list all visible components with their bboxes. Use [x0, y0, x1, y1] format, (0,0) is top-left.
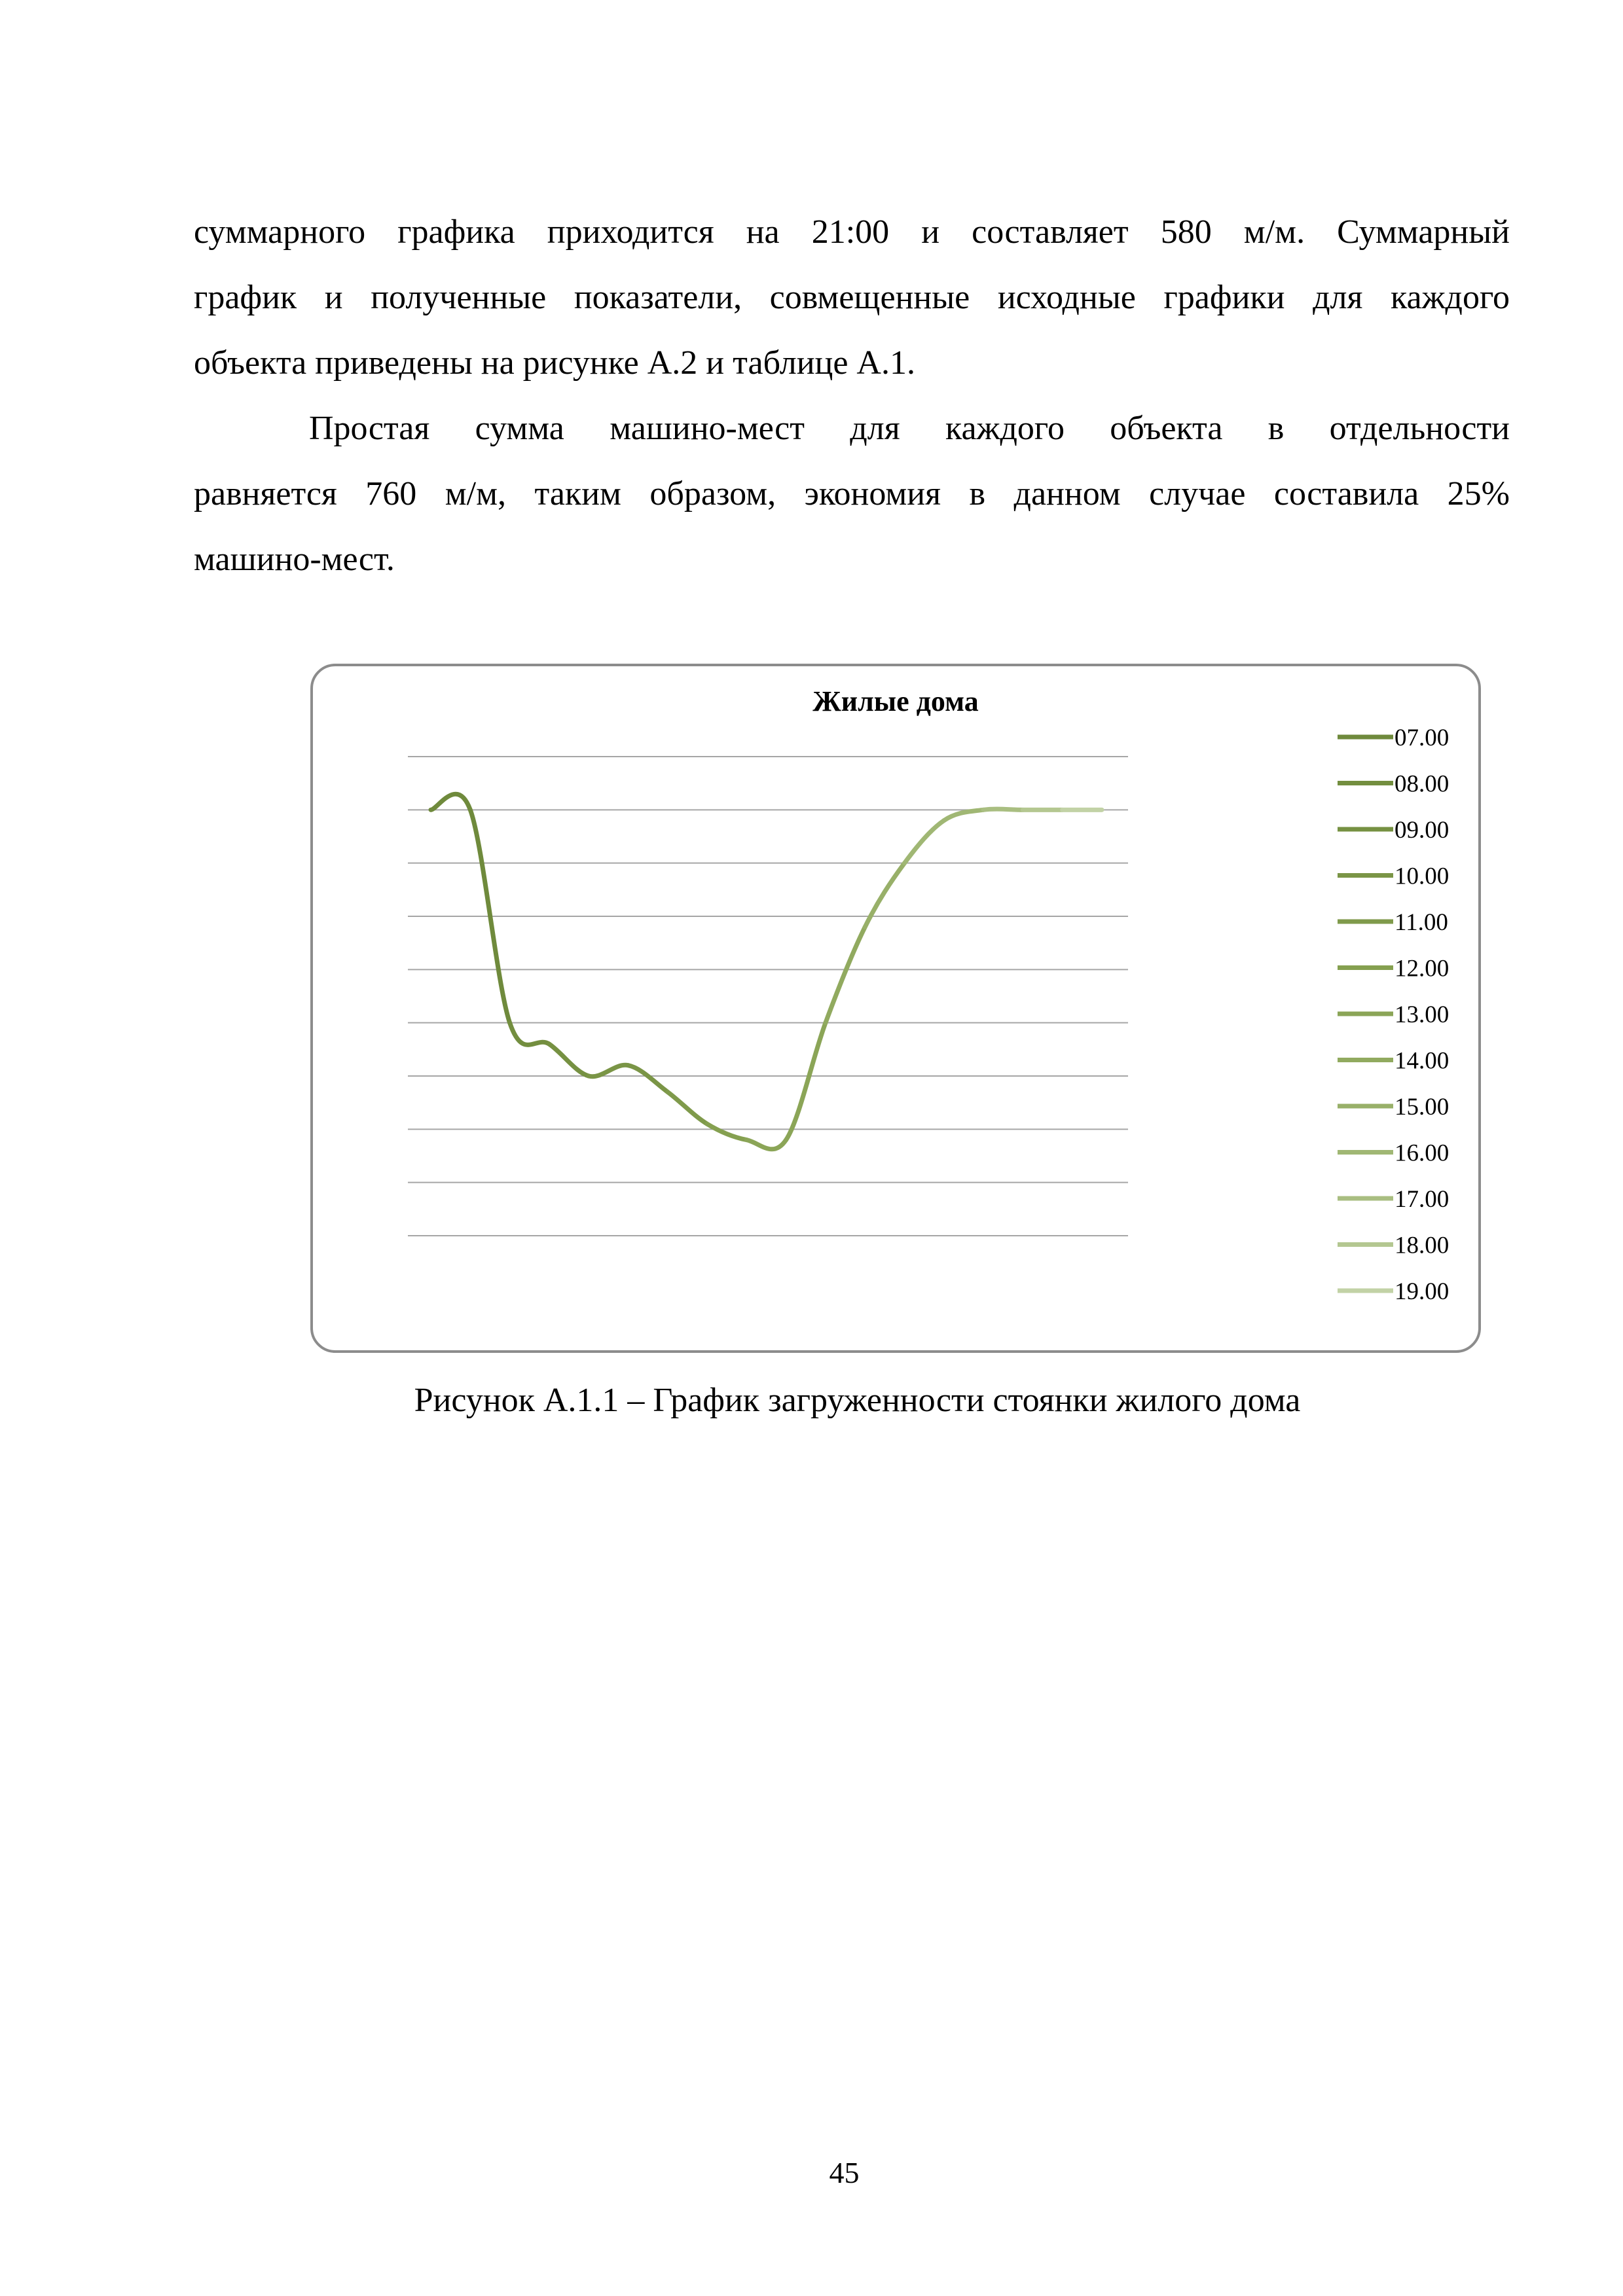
page-number: 45: [829, 2156, 860, 2189]
legend: [1338, 725, 1449, 1305]
legend-label: 12.00: [1395, 955, 1450, 982]
chart-title: Жилые дома: [812, 685, 979, 717]
legend-item: [1338, 1048, 1449, 1075]
legend-item: [1338, 863, 1449, 890]
series-line-segment: [549, 1044, 589, 1076]
legend-label: 16.00: [1395, 1139, 1450, 1167]
paragraph-2: [194, 396, 1510, 592]
legend-item: [1338, 1094, 1449, 1121]
series-line-segment: [510, 1023, 549, 1045]
text-line: Простая сумма машино-мест для каждого объекта в отдельности: [309, 410, 1510, 447]
legend-item: [1338, 909, 1448, 936]
figure-caption: Рисунок А.1.1 – График загруженности стоянки жилого дома: [414, 1382, 1301, 1419]
legend-label: 10.00: [1395, 863, 1450, 890]
legend-item: [1338, 1278, 1449, 1305]
series-line-segment: [668, 1092, 707, 1124]
series-line-segment: [826, 927, 865, 1022]
legend-label: 18.00: [1395, 1232, 1450, 1259]
legend-label: 09.00: [1395, 817, 1450, 844]
legend-item: [1338, 1232, 1449, 1259]
paragraph-1: [194, 200, 1510, 396]
series-line-segment: [944, 810, 983, 820]
legend-item: [1338, 817, 1449, 844]
legend-label: 19.00: [1395, 1278, 1450, 1305]
text-line: суммарного графика приходится на 21:00 и составляет 580 м/м. Суммарный: [194, 213, 1510, 251]
legend-label: 15.00: [1395, 1094, 1450, 1121]
series-line-segment: [628, 1066, 667, 1092]
legend-label: 14.00: [1395, 1047, 1450, 1075]
chart-frame: [310, 664, 1481, 1353]
text-line: объекта приведены на рисунке А.2 и таблице А.1.: [194, 344, 915, 382]
series-line-segment: [865, 863, 904, 927]
line-chart: [313, 666, 1478, 1350]
series-line-segment: [431, 794, 470, 810]
legend-label: 08.00: [1395, 770, 1450, 798]
series-lines: [431, 794, 1102, 1149]
text-line: машино-мест.: [194, 541, 395, 578]
text-line: график и полученные показатели, совмещенные исходные графики для каждого: [194, 279, 1510, 316]
legend-label: 13.00: [1395, 1001, 1450, 1028]
series-line-segment: [707, 1124, 746, 1139]
text-line: равняется 760 м/м, таким образом, экономия в данном случае составила 25%: [194, 475, 1510, 512]
legend-label: 07.00: [1395, 725, 1450, 751]
legend-item: [1338, 725, 1449, 751]
legend-item: [1338, 956, 1449, 982]
legend-item: [1338, 771, 1449, 798]
gridlines: [408, 757, 1128, 1236]
legend-item: [1338, 1001, 1449, 1028]
series-line-segment: [905, 821, 944, 863]
legend-label: 11.00: [1395, 909, 1448, 936]
series-line-segment: [786, 1023, 826, 1140]
series-line-segment: [746, 1140, 786, 1149]
legend-item: [1338, 1186, 1449, 1213]
legend-item: [1338, 1140, 1449, 1167]
legend-label: 17.00: [1395, 1186, 1450, 1213]
series-line-segment: [983, 809, 1023, 810]
series-line-segment: [589, 1065, 628, 1076]
